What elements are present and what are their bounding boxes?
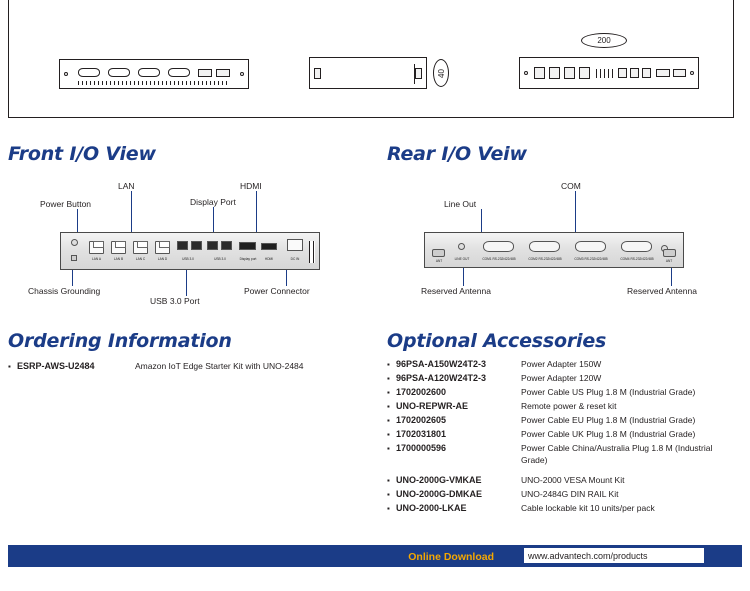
callout-chassis-grounding: Chassis Grounding	[28, 286, 101, 296]
callout-power-button: Power Button	[40, 199, 92, 209]
accessory-description: Power Cable UK Plug 1.8 M (Industrial Grade)	[521, 429, 696, 439]
bullet-icon: ▪	[387, 374, 390, 383]
accessory-description: Cable lockable kit 10 units/per pack	[521, 503, 655, 513]
list-group-gap	[387, 467, 737, 474]
label-dc-in: DC IN	[290, 257, 300, 261]
list-item	[387, 488, 737, 501]
label-hdmi: HDMI	[264, 257, 274, 261]
label-display-port: Display port	[239, 257, 257, 261]
callout-hdmi: HDMI	[240, 181, 262, 191]
com-port-1[interactable]	[483, 241, 514, 252]
label-ant-right: ANT	[665, 259, 673, 263]
list-item	[8, 360, 368, 373]
list-item	[387, 474, 737, 487]
accessory-part-number: 1702002605	[396, 415, 447, 425]
label-ant-left: ANT	[435, 259, 443, 263]
accessory-description: UNO-2484G DIN RAIL Kit	[521, 489, 619, 499]
list-item	[387, 358, 737, 371]
list-item	[387, 502, 737, 515]
accessory-description: Remote power & reset kit	[521, 401, 617, 411]
accessory-part-number: 1702031801	[396, 429, 447, 439]
accessories-heading: Optional Accessories	[387, 330, 607, 352]
label-lan-a: LAN A	[91, 257, 102, 261]
bullet-icon: ▪	[387, 490, 390, 499]
label-lan-d: LAN D	[157, 257, 168, 261]
com-port-3[interactable]	[575, 241, 606, 252]
callout-display-port: Display Port	[190, 197, 236, 207]
bullet-icon: ▪	[387, 476, 390, 485]
accessory-description: Power Cable US Plug 1.8 M (Industrial Grade)	[521, 387, 696, 397]
bullet-icon: ▪	[387, 430, 390, 439]
accessory-part-number: UNO-2000G-DMKAE	[396, 489, 483, 499]
list-item	[387, 428, 737, 441]
label-com4: COM4 RS-232/422/485	[620, 257, 654, 261]
callout-reserved-antenna-left: Reserved Antenna	[421, 286, 491, 296]
accessory-description: Power Cable China/Australia Plug 1.8 M (Industrial Grade)	[521, 443, 713, 465]
accessory-part-number: 1702002600	[396, 387, 447, 397]
accessory-part-number: 96PSA-A120W24T2-3	[396, 373, 487, 383]
lead-reserved-antenna-left	[463, 268, 464, 286]
bullet-icon: ▪	[387, 416, 390, 425]
accessory-description: UNO-2000 VESA Mount Kit	[521, 475, 625, 485]
line-out-jack[interactable]	[458, 243, 465, 250]
label-line-out: LINE OUT	[454, 257, 470, 261]
reserved-antenna-left	[432, 249, 445, 257]
label-usb30-1: USB 3.0	[182, 257, 194, 261]
list-item	[387, 442, 737, 466]
lead-reserved-antenna-right	[671, 268, 672, 286]
accessory-part-number: UNO-2000-LKAE	[396, 503, 467, 513]
list-item	[387, 414, 737, 427]
callout-lan: LAN	[118, 181, 135, 191]
accessory-description: Power Adapter 120W	[521, 373, 602, 383]
list-item	[387, 372, 737, 385]
accessory-part-number: 96PSA-A150W24T2-3	[396, 359, 487, 369]
callout-line-out: Line Out	[444, 199, 477, 209]
ordering-list	[8, 360, 368, 374]
rear-io-heading: Rear I/O Veiw	[387, 143, 527, 165]
label-usb30-2: USB 3.0	[214, 257, 226, 261]
list-item	[387, 400, 737, 413]
accessories-list	[387, 358, 737, 516]
side-height-dimension-label: 40	[436, 68, 446, 78]
front-io-heading: Front I/O View	[8, 143, 156, 165]
list-item	[387, 386, 737, 399]
label-com2: COM2 RS-232/422/485	[528, 257, 562, 261]
label-lan-b: LAN B	[113, 257, 124, 261]
accessory-part-number: UNO-REPWR-AE	[396, 401, 468, 411]
callout-usb30-port: USB 3.0 Port	[150, 296, 200, 306]
ordering-part-number: ESRP-AWS-U2484	[17, 361, 95, 371]
callout-reserved-antenna-right: Reserved Antenna	[627, 286, 697, 296]
com-port-4[interactable]	[621, 241, 652, 252]
bullet-icon: ▪	[387, 504, 390, 513]
bullet-icon: ▪	[8, 362, 11, 371]
com-port-2[interactable]	[529, 241, 560, 252]
bullet-icon: ▪	[387, 444, 390, 453]
callout-com: COM	[561, 181, 581, 191]
label-com3: COM3 RS-232/422/485	[574, 257, 608, 261]
accessory-description: Power Cable EU Plug 1.8 M (Industrial Grade)	[521, 415, 696, 425]
reserved-antenna-right	[663, 249, 676, 257]
bullet-icon: ▪	[387, 402, 390, 411]
accessory-part-number: UNO-2000G-VMKAE	[396, 475, 482, 485]
bullet-icon: ▪	[387, 360, 390, 369]
accessory-part-number: 1700000596	[396, 443, 447, 453]
bullet-icon: ▪	[387, 388, 390, 397]
label-com1: COM1 RS-232/422/485	[482, 257, 516, 261]
ordering-heading: Ordering Information	[8, 330, 232, 352]
label-lan-c: LAN C	[135, 257, 146, 261]
rear-width-dimension-label: 200	[597, 36, 611, 45]
footer-url[interactable]: www.advantech.com/products	[524, 548, 704, 563]
ordering-description: Amazon IoT Edge Starter Kit with UNO-2484	[135, 361, 304, 371]
footer-label: Online Download	[408, 551, 494, 563]
callout-power-connector: Power Connector	[244, 286, 310, 296]
accessory-description: Power Adapter 150W	[521, 359, 602, 369]
rear-panel-chassis	[424, 232, 684, 268]
